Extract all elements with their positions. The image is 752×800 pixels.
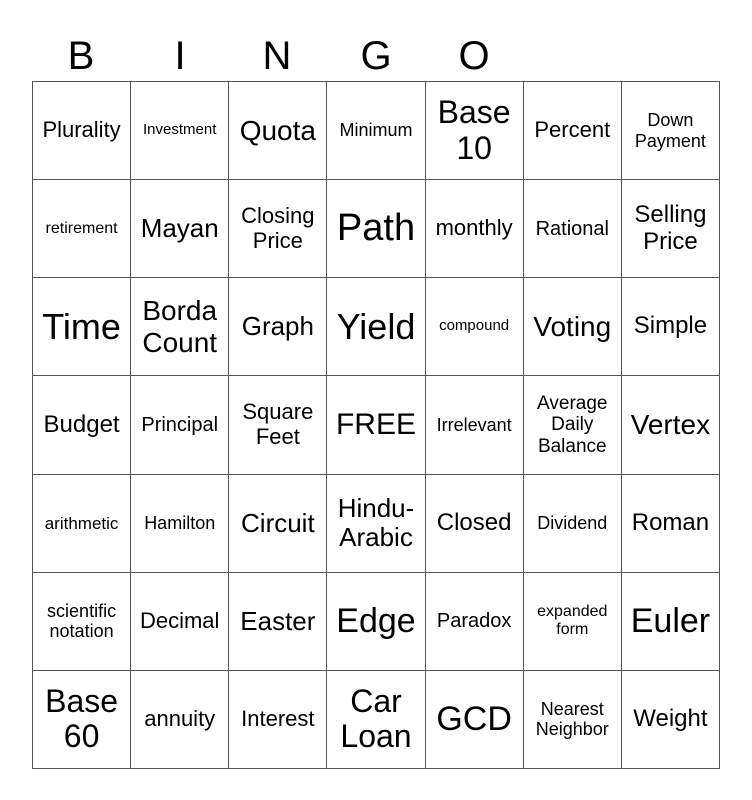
bingo-cell-label: retirement xyxy=(45,219,118,237)
bingo-cell[interactable] xyxy=(229,475,327,573)
bingo-cell-label: Simple xyxy=(633,312,708,340)
bingo-cell[interactable] xyxy=(622,475,720,573)
bingo-cell[interactable] xyxy=(524,82,622,180)
bingo-cell[interactable] xyxy=(327,573,425,671)
bingo-cell-label: Path xyxy=(336,207,416,250)
bingo-cell-label: Nearest Neighbor xyxy=(535,699,609,740)
bingo-cell-label: Irrelevant xyxy=(436,414,512,435)
bingo-cell[interactable] xyxy=(131,573,229,671)
bingo-cell[interactable] xyxy=(622,671,720,769)
bingo-cell-label: Selling Price xyxy=(634,200,707,255)
bingo-cell-label: expanded form xyxy=(537,603,608,639)
bingo-cell-label: Voting xyxy=(533,311,612,343)
bingo-cell[interactable] xyxy=(229,671,327,769)
bingo-cell-label: Time xyxy=(42,305,121,347)
bingo-cell-label: Euler xyxy=(630,602,711,641)
bingo-cell-label: Car Loan xyxy=(340,682,412,755)
bingo-cell-label: Investment xyxy=(143,121,217,139)
bingo-cell[interactable] xyxy=(33,573,131,671)
bingo-cell[interactable] xyxy=(524,180,622,278)
bingo-cell-label: Edge xyxy=(336,602,416,641)
bingo-cell[interactable] xyxy=(426,180,524,278)
bingo-cell[interactable] xyxy=(327,180,425,278)
bingo-cell-label: Base 60 xyxy=(45,682,119,755)
bingo-cell-label: Circuit xyxy=(241,507,315,538)
bingo-cell[interactable] xyxy=(229,82,327,180)
bingo-cell-label: monthly xyxy=(435,215,513,241)
bingo-cell[interactable] xyxy=(131,376,229,474)
bingo-cell[interactable] xyxy=(33,671,131,769)
bingo-cell-label: Yield xyxy=(336,305,416,347)
bingo-cell[interactable] xyxy=(524,671,622,769)
bingo-cell-label: Down Payment xyxy=(634,110,706,151)
bingo-cell-label: Graph xyxy=(241,311,314,342)
bingo-cell-label: Quota xyxy=(239,114,316,146)
bingo-cell[interactable] xyxy=(426,82,524,180)
bingo-cell[interactable] xyxy=(131,278,229,376)
bingo-cell-label: Vertex xyxy=(630,409,711,441)
bingo-cell-label: GCD xyxy=(436,700,512,739)
bingo-cell-label: Closing Price xyxy=(241,203,315,253)
bingo-cell-label: Roman xyxy=(631,508,710,536)
bingo-cell[interactable] xyxy=(33,82,131,180)
bingo-cell[interactable] xyxy=(327,376,425,474)
bingo-cell[interactable] xyxy=(327,475,425,573)
bingo-cell[interactable] xyxy=(131,82,229,180)
bingo-cell[interactable] xyxy=(229,376,327,474)
bingo-cell[interactable] xyxy=(622,180,720,278)
bingo-cell-label: Decimal xyxy=(139,607,220,633)
bingo-cell-label: Rational xyxy=(535,217,609,240)
bingo-cell[interactable] xyxy=(426,475,524,573)
bingo-cell[interactable] xyxy=(426,573,524,671)
bingo-cell[interactable] xyxy=(327,671,425,769)
bingo-cell-label: Budget xyxy=(43,410,120,438)
bingo-cell-label: Base 10 xyxy=(437,93,511,166)
bingo-cell-label: Minimum xyxy=(339,120,413,141)
bingo-cell[interactable] xyxy=(524,573,622,671)
header-letter-g: G xyxy=(360,34,392,78)
bingo-cell[interactable] xyxy=(131,671,229,769)
bingo-cell-label: Borda Count xyxy=(142,295,218,358)
bingo-cell[interactable] xyxy=(33,376,131,474)
bingo-cell[interactable] xyxy=(426,278,524,376)
bingo-cell[interactable] xyxy=(229,278,327,376)
bingo-cell-label: Hindu-Arabic xyxy=(337,493,415,553)
bingo-cell[interactable] xyxy=(131,475,229,573)
bingo-cell[interactable] xyxy=(229,573,327,671)
bingo-cell[interactable] xyxy=(426,376,524,474)
bingo-cell-label: Closed xyxy=(436,508,512,536)
header-letter-i: I xyxy=(174,34,186,78)
bingo-cell[interactable] xyxy=(524,376,622,474)
bingo-cell[interactable] xyxy=(524,278,622,376)
bingo-cell-label: Paradox xyxy=(436,610,512,633)
header-letter-b: B xyxy=(67,34,95,78)
bingo-cell-label: Easter xyxy=(240,605,316,636)
bingo-cell[interactable] xyxy=(229,180,327,278)
bingo-cell-label: arithmetic xyxy=(44,513,119,533)
bingo-cell-label: FREE xyxy=(335,408,416,442)
bingo-cell[interactable] xyxy=(622,573,720,671)
bingo-cell[interactable] xyxy=(33,475,131,573)
bingo-cell-label: scientific notation xyxy=(47,601,117,642)
bingo-cell[interactable] xyxy=(622,82,720,180)
bingo-cell-label: Percent xyxy=(534,117,611,143)
bingo-cell-label: Mayan xyxy=(140,213,219,244)
bingo-cell[interactable] xyxy=(33,180,131,278)
bingo-header xyxy=(32,30,720,82)
bingo-cell-label: Average Daily Balance xyxy=(537,393,608,457)
bingo-card-grid xyxy=(32,81,720,769)
bingo-cell-label: Plurality xyxy=(42,117,121,143)
bingo-cell[interactable] xyxy=(622,278,720,376)
header-letter-n: N xyxy=(262,34,292,78)
bingo-cell[interactable] xyxy=(426,671,524,769)
bingo-cell[interactable] xyxy=(327,82,425,180)
bingo-cell[interactable] xyxy=(622,376,720,474)
bingo-cell-label: Square Feet xyxy=(242,399,314,449)
bingo-cell-label: compound xyxy=(439,317,510,335)
bingo-cell-label: Weight xyxy=(633,704,708,732)
bingo-cell-label: Hamilton xyxy=(144,513,216,534)
bingo-cell-label: Principal xyxy=(141,413,219,436)
bingo-cell-label: Interest xyxy=(241,706,315,732)
bingo-cell-label: Dividend xyxy=(537,513,608,534)
bingo-cell[interactable] xyxy=(524,475,622,573)
bingo-cell[interactable] xyxy=(327,278,425,376)
header-letter-o: O xyxy=(458,34,490,78)
bingo-cell[interactable] xyxy=(131,180,229,278)
bingo-cell-label: annuity xyxy=(144,706,216,732)
bingo-cell[interactable] xyxy=(33,278,131,376)
